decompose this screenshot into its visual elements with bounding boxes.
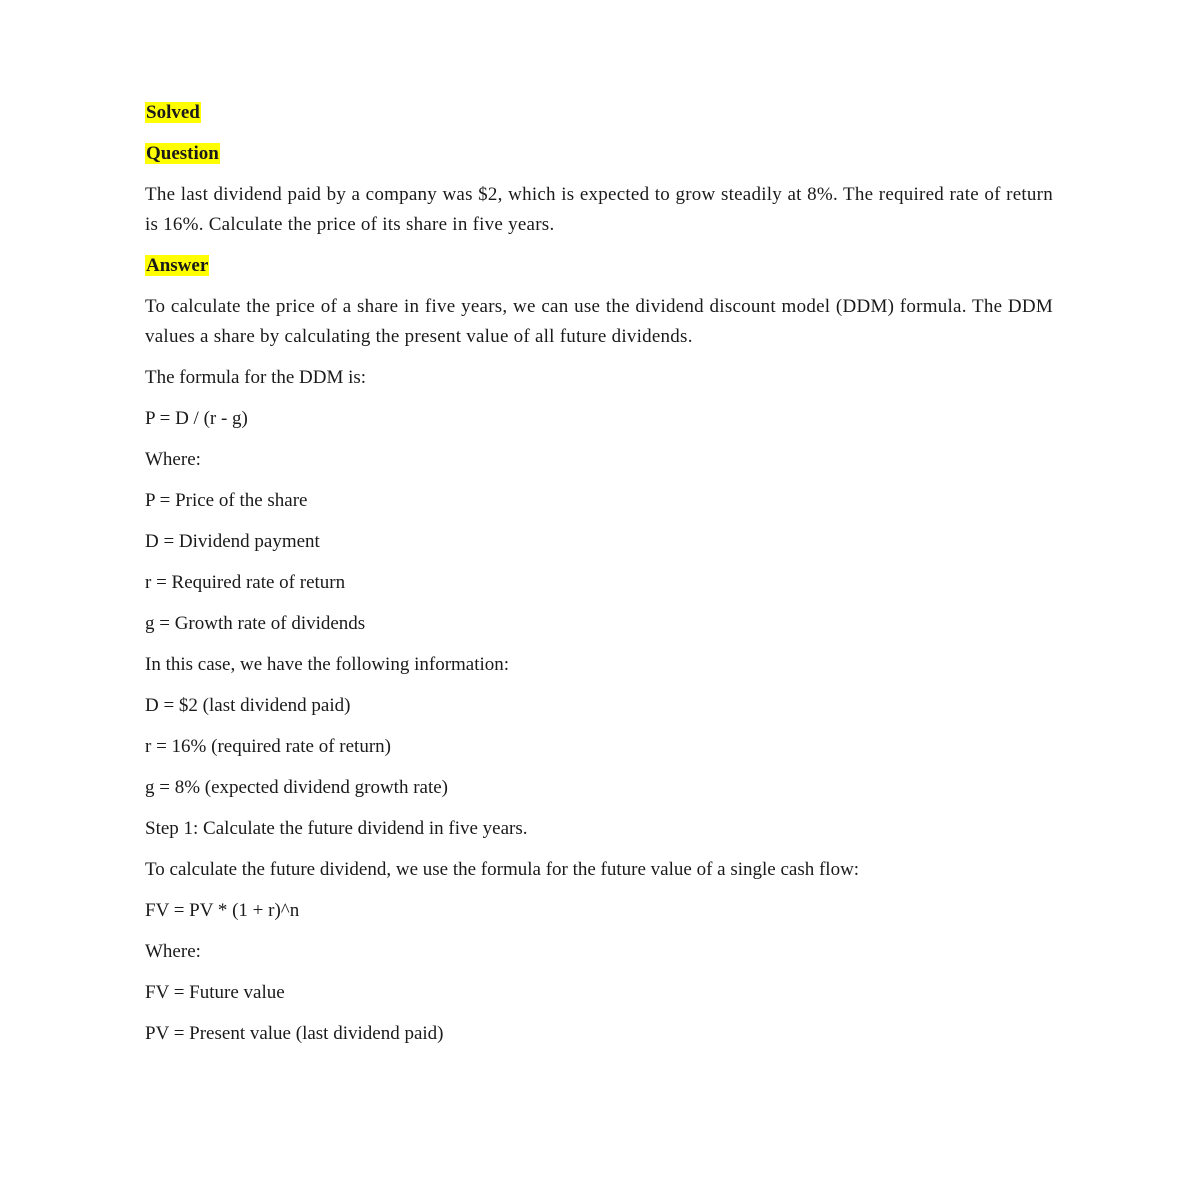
document-page bbox=[145, 98, 1053, 1060]
question-heading: Question bbox=[146, 143, 219, 164]
future-value-intro: To calculate the future dividend, we use the formula for the future value of a single cash flow: bbox=[145, 859, 860, 880]
solved-heading-row bbox=[145, 98, 1053, 128]
definition-required-rate: r = Required rate of return bbox=[145, 572, 346, 593]
given-info-intro: In this case, we have the following information: bbox=[145, 654, 510, 675]
where-label-2: Where: bbox=[145, 941, 201, 962]
where-label: Where: bbox=[145, 449, 201, 470]
given-growth-rate: g = 8% (expected dividend growth rate) bbox=[145, 777, 448, 798]
given-required-rate: r = 16% (required rate of return) bbox=[145, 736, 391, 757]
ddm-formula: P = D / (r - g) bbox=[145, 408, 248, 429]
definition-growth-rate: g = Growth rate of dividends bbox=[145, 613, 366, 634]
definition-present-value: PV = Present value (last dividend paid) bbox=[145, 1023, 444, 1044]
answer-heading: Answer bbox=[146, 255, 209, 276]
solved-heading: Solved bbox=[146, 102, 200, 123]
question-heading-row bbox=[145, 139, 1053, 169]
definition-future-value: FV = Future value bbox=[145, 982, 285, 1003]
ddm-formula-intro: The formula for the DDM is: bbox=[145, 367, 367, 388]
definition-dividend: D = Dividend payment bbox=[145, 531, 320, 552]
step-1-heading: Step 1: Calculate the future dividend in five years. bbox=[145, 818, 528, 839]
definition-price: P = Price of the share bbox=[145, 490, 308, 511]
question-text: The last dividend paid by a company was $2, which is expected to grow steadily at 8%. The required rate of return is 16%. Calculate the price of its share in five years. bbox=[145, 184, 1053, 235]
future-value-formula: FV = PV * (1 + r)^n bbox=[145, 900, 300, 921]
answer-intro-text: To calculate the price of a share in five years, we can use the dividend discount model (DDM) formula. The DDM values a share by calculating the present value of all future dividends. bbox=[145, 296, 1053, 347]
given-dividend: D = $2 (last dividend paid) bbox=[145, 695, 351, 716]
answer-heading-row bbox=[145, 251, 1053, 281]
